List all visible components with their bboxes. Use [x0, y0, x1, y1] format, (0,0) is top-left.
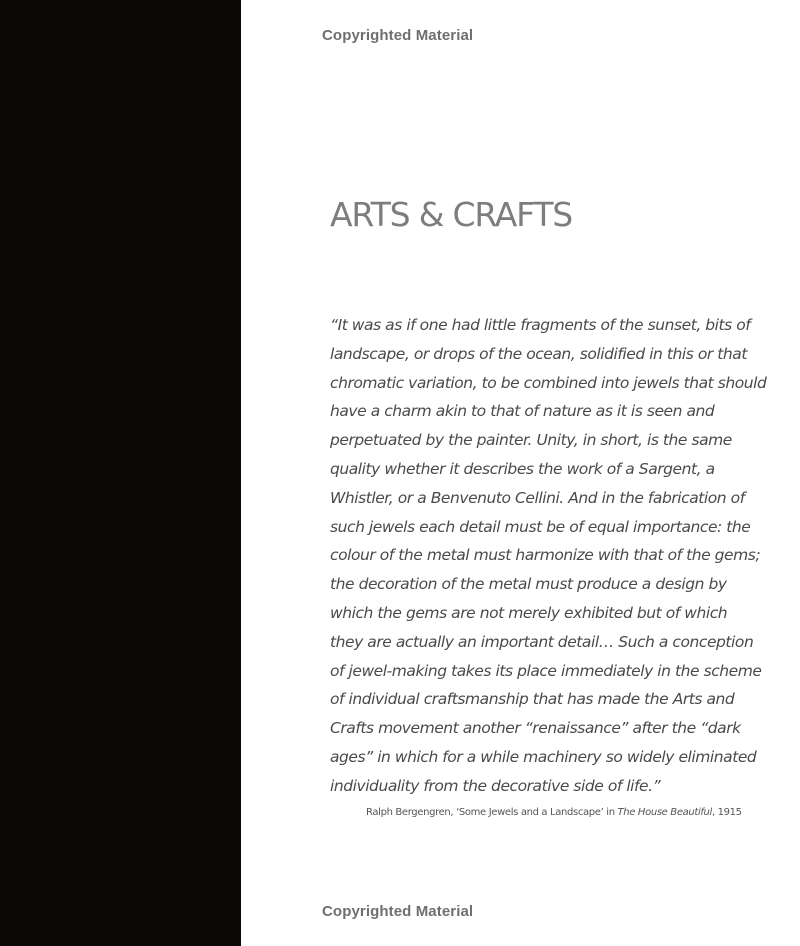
quote-line: landscape, or drops of the ocean, solidified in this or that: [330, 344, 747, 363]
attribution-publication: The House Beautiful: [617, 807, 712, 818]
quote-line: of individual craftsmanship that has made the Arts and: [330, 690, 735, 709]
quote-line: chromatic variation, to be combined into jewels that should: [330, 373, 767, 392]
quote-line: colour of the metal must harmonize with that of the gems;: [330, 546, 761, 565]
quote-line: Whistler, or a Benvenuto Cellini. And in the fabrication of: [330, 488, 745, 507]
quote-line: have a charm akin to that of nature as it is seen and: [330, 402, 715, 421]
quote-line: Crafts movement another “renaissance” after the “dark: [330, 719, 741, 738]
quote-line: “It was as if one had little fragments of the sunset, bits of: [330, 316, 751, 334]
quote-attribution: [366, 807, 742, 818]
chapter-title: ARTS & CRAFTS: [330, 195, 573, 234]
quote-line: individuality from the decorative side of life.”: [330, 776, 661, 795]
quote-line: of jewel-making takes its place immediately in the scheme: [330, 661, 762, 680]
quote-line: ages” in which for a while machinery so widely eliminated: [330, 747, 757, 766]
copyright-watermark-bottom: Copyrighted Material: [322, 903, 474, 920]
copyright-watermark-top: Copyrighted Material: [322, 27, 474, 44]
quote-line: the decoration of the metal must produce a design by: [330, 575, 727, 594]
attribution-year: , 1915: [711, 807, 742, 818]
epigraph-quote: [330, 311, 767, 801]
attribution-author: Ralph Bergengren, ‘Some Jewels and a Landscape’ in: [366, 807, 618, 818]
quote-line: such jewels each detail must be of equal importance: the: [330, 517, 751, 536]
quote-line: they are actually an important detail… Such a conception: [330, 632, 754, 651]
quote-line: quality whether it describes the work of a Sargent, a: [330, 459, 715, 478]
left-dark-band: [0, 0, 241, 946]
quote-line: perpetuated by the painter. Unity, in short, is the same: [330, 431, 732, 450]
quote-line: which the gems are not merely exhibited but of which: [330, 603, 728, 622]
